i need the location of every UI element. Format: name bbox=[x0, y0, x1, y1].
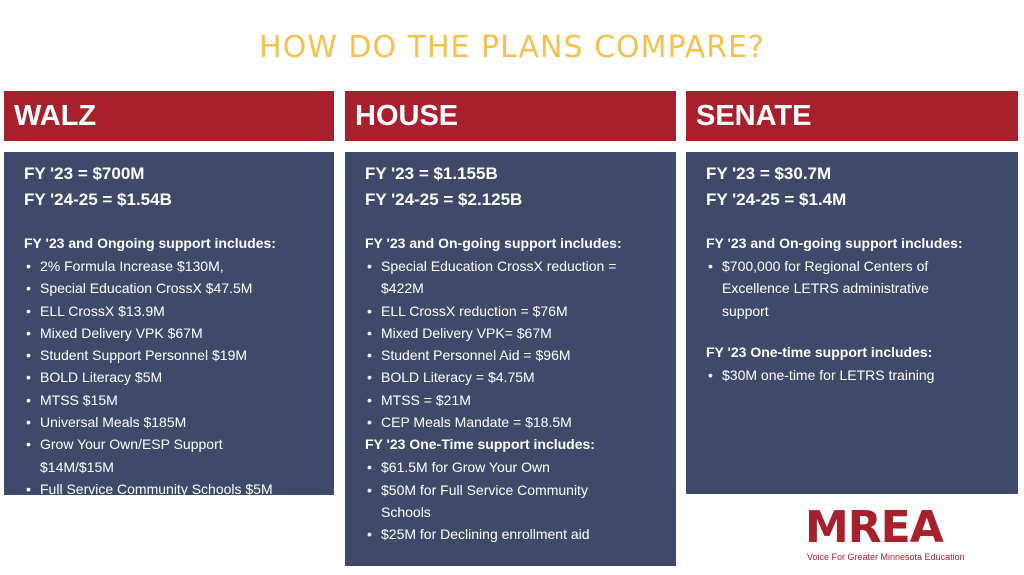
list-item: • BOLD Literacy $5M bbox=[24, 366, 326, 388]
list-item: • 2% Formula Increase $130M, bbox=[24, 255, 326, 277]
list-item: • Full Service Community Schools $5M bbox=[24, 478, 326, 500]
list-item: • ELL CrossX $13.9M bbox=[24, 300, 326, 322]
house-onetime-list bbox=[365, 456, 668, 545]
list-item: • $25M for Declining enrollment aid bbox=[365, 523, 668, 545]
senate-fy2425: FY '24-25 = $1.4M bbox=[706, 190, 847, 209]
senate-panel bbox=[686, 152, 1018, 494]
list-item: • Special Education CrossX $47.5M bbox=[24, 277, 326, 299]
list-item: • Universal Meals $185M bbox=[24, 411, 326, 433]
house-fy23: FY '23 = $1.155B bbox=[365, 164, 498, 183]
walz-header-label: WALZ bbox=[14, 100, 97, 132]
house-header-label: HOUSE bbox=[355, 100, 459, 132]
list-item: • $30M one-time for LETRS training bbox=[706, 364, 1010, 386]
walz-header bbox=[4, 91, 334, 141]
list-item: • $50M for Full Service Community Schools bbox=[365, 479, 625, 524]
mrea-logo bbox=[805, 502, 970, 565]
senate-ongoing-heading: FY '23 and On-going support includes: bbox=[706, 235, 963, 251]
house-header bbox=[345, 91, 676, 141]
walz-fy2425: FY '24-25 = $1.54B bbox=[24, 190, 172, 209]
logo-tagline: Voice For Greater Minnesota Education bbox=[807, 552, 965, 562]
walz-fy23: FY '23 = $700M bbox=[24, 164, 145, 183]
list-item: • Grow Your Own/ESP Support $14M/$15M bbox=[24, 433, 249, 478]
page-title: HOW DO THE PLANS COMPARE? bbox=[259, 30, 765, 65]
list-item: • $61.5M for Grow Your Own bbox=[365, 456, 668, 478]
logo-wordmark: MREA bbox=[805, 502, 943, 553]
senate-header bbox=[686, 91, 1018, 141]
list-item: • CEP Meals Mandate = $18.5M bbox=[365, 411, 668, 433]
senate-fy23: FY '23 = $30.7M bbox=[706, 164, 832, 183]
house-onetime-heading: FY '23 One-Time support includes: bbox=[365, 436, 595, 453]
senate-onetime-heading: FY '23 One-time support includes: bbox=[706, 343, 933, 360]
senate-ongoing-list bbox=[706, 255, 1010, 322]
senate-onetime-list bbox=[706, 364, 1010, 386]
list-item: • BOLD Literacy = $4.75M bbox=[365, 366, 668, 388]
walz-panel bbox=[4, 152, 334, 495]
walz-ongoing-list bbox=[24, 255, 326, 500]
house-ongoing-heading: FY '23 and On-going support includes: bbox=[365, 235, 622, 251]
list-item: • Mixed Delivery VPK= $67M bbox=[365, 322, 668, 344]
list-item: • Mixed Delivery VPK $67M bbox=[24, 322, 326, 344]
list-item: • MTSS $15M bbox=[24, 389, 326, 411]
house-fy2425: FY '24-25 = $2.125B bbox=[365, 190, 523, 209]
list-item: • ELL CrossX reduction = $76M bbox=[365, 300, 668, 322]
list-item: • Student Support Personnel $19M bbox=[24, 344, 326, 366]
house-panel bbox=[345, 152, 676, 566]
senate-header-label: SENATE bbox=[696, 100, 812, 132]
list-item: • $700,000 for Regional Centers of Excellence LETRS administrative support bbox=[706, 255, 956, 322]
house-ongoing-list bbox=[365, 255, 668, 433]
list-item: • Student Personnel Aid = $96M bbox=[365, 344, 668, 366]
walz-ongoing-heading: FY '23 and Ongoing support includes: bbox=[24, 235, 276, 251]
list-item: • MTSS = $21M bbox=[365, 389, 668, 411]
list-item: • Special Education CrossX reduction = $422M bbox=[365, 255, 645, 300]
